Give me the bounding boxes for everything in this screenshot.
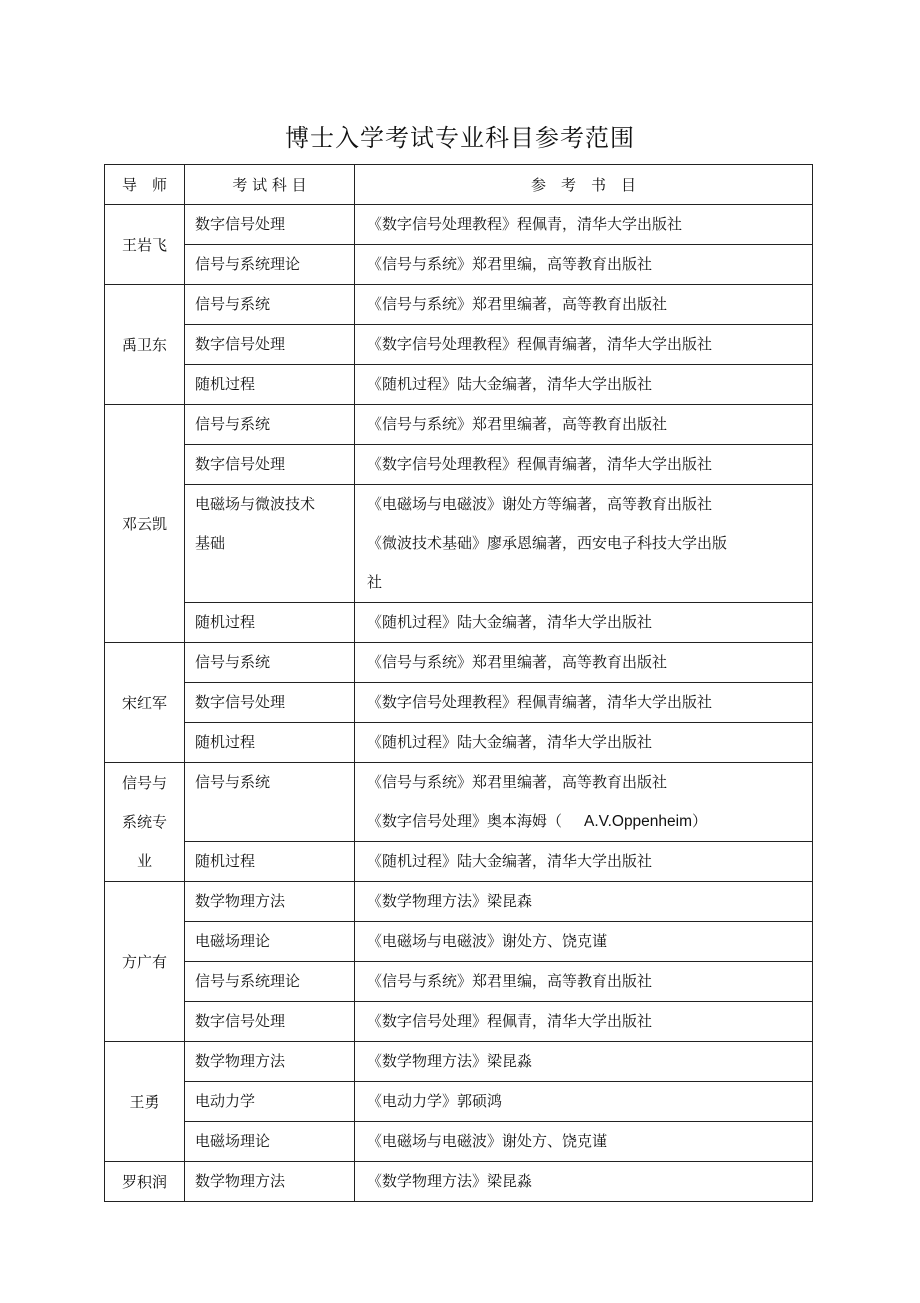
table-row	[105, 405, 813, 445]
table-row	[105, 245, 813, 285]
book-line: 《信号与系统》郑君里编著，高等教育出版社	[367, 773, 668, 791]
table-row	[105, 445, 813, 485]
book-line: 社	[367, 573, 383, 591]
table-row	[105, 882, 813, 922]
header-books: 参 考 书 目	[355, 165, 813, 205]
header-subject: 考 试 科 目	[185, 165, 355, 205]
book-close-paren: ）	[692, 812, 708, 830]
subject-cell: 数字信号处理	[185, 683, 355, 723]
subject-cell: 电动力学	[185, 1082, 355, 1122]
book-cell: 《电磁场与电磁波》谢处方、饶克谨	[355, 1122, 813, 1162]
subject-cell: 电磁场理论	[185, 1122, 355, 1162]
subject-cell: 数学物理方法	[185, 1042, 355, 1082]
table-row	[105, 683, 813, 723]
book-cell: 《信号与系统》郑君里编，高等教育出版社	[355, 245, 813, 285]
book-cell: 《数字信号处理》程佩青，清华大学出版社	[355, 1002, 813, 1042]
advisor-cell: 宋红军	[105, 643, 185, 763]
table-row	[105, 603, 813, 643]
advisor-line: 系统专	[121, 812, 167, 831]
table-row	[105, 723, 813, 763]
table-row	[105, 1162, 813, 1202]
table-row	[105, 922, 813, 962]
table-row	[105, 1082, 813, 1122]
advisor-cell: 禹卫东	[105, 285, 185, 405]
table-row	[105, 365, 813, 405]
book-cell	[355, 485, 813, 603]
advisor-line: 信号与	[121, 773, 167, 792]
advisor-cell	[105, 763, 185, 882]
book-cell: 《信号与系统》郑君里编著，高等教育出版社	[355, 405, 813, 445]
book-line-text: 《数字信号处理》奥本海姆（	[367, 812, 563, 830]
table-row	[105, 205, 813, 245]
subject-cell: 随机过程	[185, 723, 355, 763]
subject-line-blank	[195, 563, 354, 602]
subject-cell: 数学物理方法	[185, 882, 355, 922]
subject-line: 基础	[195, 534, 226, 552]
reference-table	[104, 164, 813, 1202]
table-row	[105, 962, 813, 1002]
table-row	[105, 643, 813, 683]
book-cell: 《随机过程》陆大金编著，清华大学出版社	[355, 723, 813, 763]
table-row	[105, 1122, 813, 1162]
book-cell	[355, 763, 813, 842]
book-cell: 《随机过程》陆大金编著，清华大学出版社	[355, 365, 813, 405]
subject-cell: 数字信号处理	[185, 325, 355, 365]
book-line: 《电磁场与电磁波》谢处方等编著，高等教育出版社	[367, 495, 713, 513]
table-row	[105, 485, 813, 603]
subject-cell: 信号与系统理论	[185, 962, 355, 1002]
book-cell: 《信号与系统》郑君里编，高等教育出版社	[355, 962, 813, 1002]
table-row	[105, 1042, 813, 1082]
advisor-cell: 王岩飞	[105, 205, 185, 285]
table-header-row	[105, 165, 813, 205]
subject-line: 电磁场与微波技术	[195, 495, 316, 513]
subject-cell: 信号与系统	[185, 643, 355, 683]
table-row	[105, 1002, 813, 1042]
advisor-cell: 邓云凯	[105, 405, 185, 643]
subject-cell: 随机过程	[185, 842, 355, 882]
advisor-line: 业	[136, 851, 152, 870]
book-line	[367, 802, 812, 841]
book-cell: 《数字信号处理教程》程佩青，清华大学出版社	[355, 205, 813, 245]
book-cell: 《信号与系统》郑君里编著，高等教育出版社	[355, 643, 813, 683]
book-cell: 《数学物理方法》梁昆淼	[355, 1162, 813, 1202]
subject-cell: 数学物理方法	[185, 1162, 355, 1202]
book-line: 《微波技术基础》廖承恩编著，西安电子科技大学出版	[367, 534, 728, 552]
subject-cell: 信号与系统理论	[185, 245, 355, 285]
book-cell: 《数学物理方法》梁昆淼	[355, 1042, 813, 1082]
book-cell: 《随机过程》陆大金编著，清华大学出版社	[355, 842, 813, 882]
book-cell: 《数字信号处理教程》程佩青编著，清华大学出版社	[355, 683, 813, 723]
subject-cell: 信号与系统	[185, 405, 355, 445]
book-cell: 《电磁场与电磁波》谢处方、饶克谨	[355, 922, 813, 962]
book-cell: 《电动力学》郭硕鸿	[355, 1082, 813, 1122]
table-row	[105, 285, 813, 325]
subject-cell: 信号与系统	[185, 763, 355, 842]
advisor-cell: 罗积润	[105, 1162, 185, 1202]
table-row	[105, 763, 813, 842]
subject-cell: 数字信号处理	[185, 205, 355, 245]
subject-cell: 数字信号处理	[185, 445, 355, 485]
subject-cell: 信号与系统	[185, 285, 355, 325]
subject-cell: 数字信号处理	[185, 1002, 355, 1042]
advisor-cell: 方广有	[105, 882, 185, 1042]
page-title: 博士入学考试专业科目参考范围	[285, 124, 635, 152]
subject-cell: 随机过程	[185, 365, 355, 405]
book-cell: 《数字信号处理教程》程佩青编著，清华大学出版社	[355, 445, 813, 485]
table-row	[105, 325, 813, 365]
advisor-cell: 王勇	[105, 1042, 185, 1162]
subject-cell	[185, 485, 355, 603]
book-cell: 《数字信号处理教程》程佩青编著，清华大学出版社	[355, 325, 813, 365]
book-cell: 《信号与系统》郑君里编著，高等教育出版社	[355, 285, 813, 325]
book-author-latin: A.V.Oppenheim	[584, 813, 693, 830]
header-advisor: 导 师	[105, 165, 185, 205]
subject-cell: 电磁场理论	[185, 922, 355, 962]
subject-cell: 随机过程	[185, 603, 355, 643]
book-cell: 《随机过程》陆大金编著，清华大学出版社	[355, 603, 813, 643]
table-row	[105, 842, 813, 882]
book-cell: 《数学物理方法》梁昆森	[355, 882, 813, 922]
